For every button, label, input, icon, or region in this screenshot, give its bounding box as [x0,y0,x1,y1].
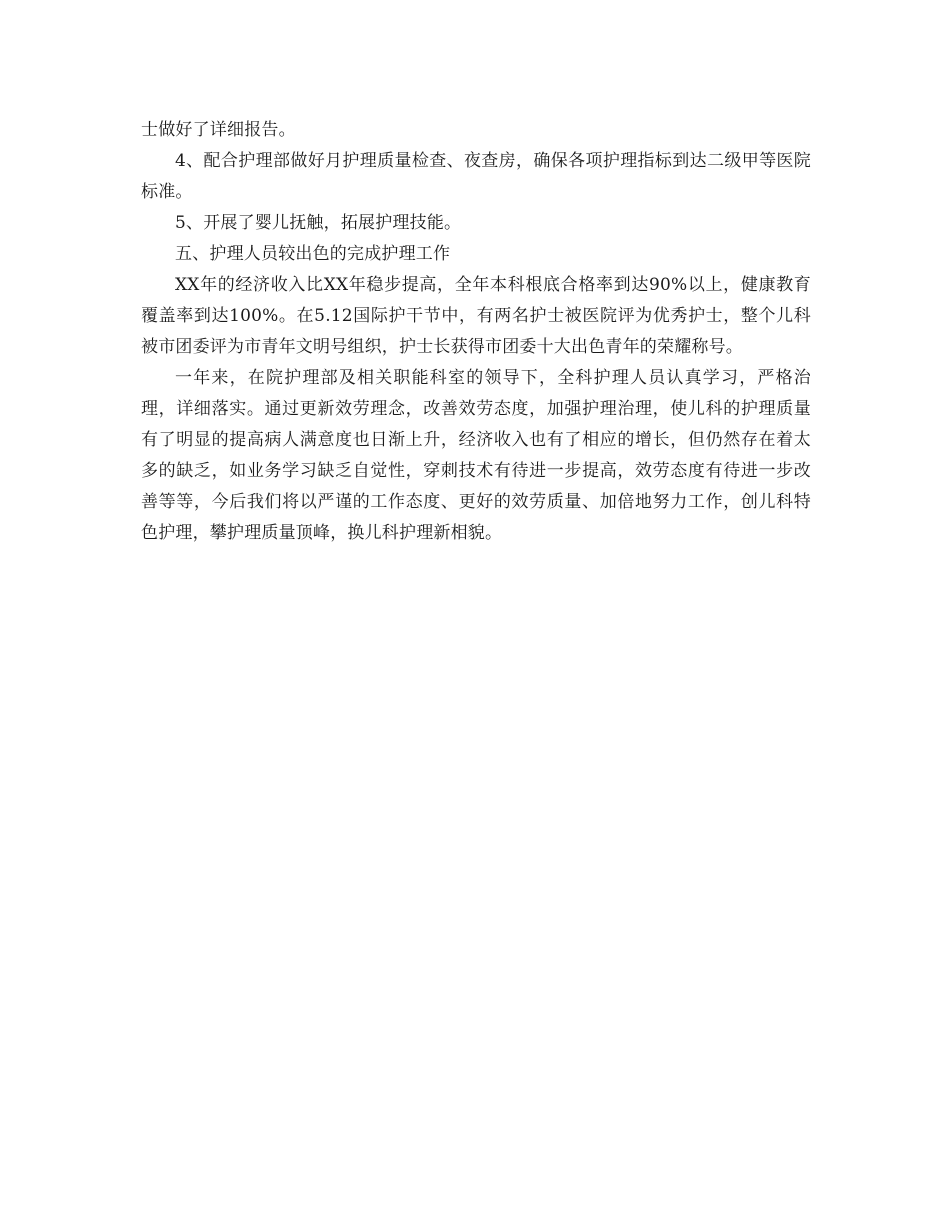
paragraph-item-4: 4、配合护理部做好月护理质量检查、夜查房，确保各项护理指标到达二级甲等医院标准。 [141,151,811,202]
section-heading-5: 五、护理人员较出色的完成护理工作 [175,244,451,264]
paragraph-item-5: 5、开展了婴儿抚触，拓展护理技能。 [175,213,462,233]
paragraph-economic-income: XX年的经济收入比XX年稳步提高，全年本科根底合格率到达90%以上，健康教育覆盖率到达100%。在5.12国际护干节中，有两名护士被医院评为优秀护士，整个儿科被市团委评为市青年文明号组织，护士长获得市团委十大出色青年的荣耀称号。 [141,275,811,357]
paragraph-continuation: 士做好了详细报告。 [141,120,296,140]
document-body [141,115,811,549]
paragraph-summary: 一年来，在院护理部及相关职能科室的领导下，全科护理人员认真学习，严格治理，详细落实。通过更新效劳理念，改善效劳态度，加强护理治理，使儿科的护理质量有了明显的提高病人满意度也日渐上升，经济收入也有了相应的增长，但仍然存在着太多的缺乏，如业务学习缺乏自觉性，穿刺技术有待进一步提高，效劳态度有待进一步改善等等，今后我们将以严谨的工作态度、更好的效劳质量、加倍地努力工作，创儿科特色护理，攀护理质量顶峰，换儿科护理新相貌。 [141,368,811,543]
